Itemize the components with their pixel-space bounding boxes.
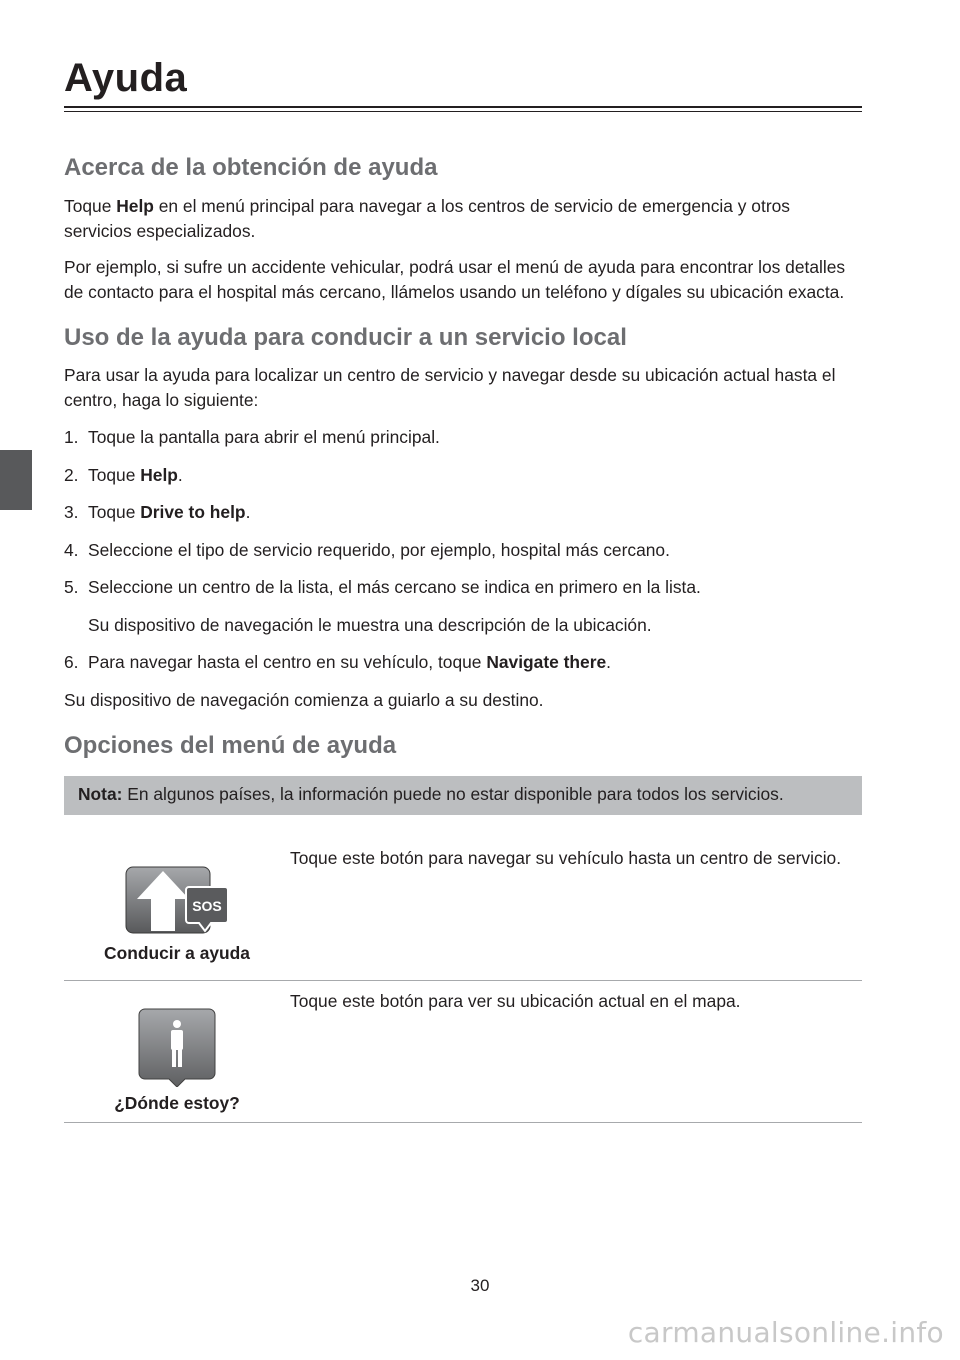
option-row-drive-to-help: [64, 815, 862, 981]
sos-text: SOS: [192, 897, 222, 914]
option-icon-cell: [64, 981, 290, 1122]
bold-term-drive-to-help: Drive to help: [140, 502, 246, 522]
option-row-where-am-i: [64, 981, 862, 1123]
note-box: [64, 776, 862, 815]
text: en el menú principal para navegar a los centros de servicio de emergencia y otros servicios especializados.: [64, 196, 790, 241]
page-title: Ayuda: [64, 56, 188, 100]
note-text: En algunos países, la información puede no estar disponible para todos los servicios.: [122, 784, 784, 804]
where-am-i-person-icon[interactable]: [137, 1007, 217, 1087]
step-number: 6.: [64, 652, 79, 672]
option-description: Toque este botón para navegar su vehículo hasta un centro de servicio.: [290, 847, 842, 868]
step-item: [64, 575, 862, 637]
step-item: [64, 425, 862, 450]
step-number: 5.: [64, 577, 79, 597]
page-content: [64, 152, 862, 1123]
chapter-tab-marker: [0, 450, 32, 510]
step-text: Seleccione el tipo de servicio requerido, por ejemplo, hospital más cercano.: [88, 539, 670, 560]
step-item: [64, 463, 862, 488]
step-text: Seleccione un centro de la lista, el más cercano se indica en primero en la lista.: [88, 577, 701, 597]
watermark: carmanualsonline.info: [627, 1316, 944, 1349]
section-heading-help-menu-options: Opciones del menú de ayuda: [64, 732, 397, 759]
option-icon-cell: [64, 815, 290, 980]
step-item: [64, 500, 862, 525]
bold-term-help: Help: [116, 196, 154, 216]
option-description: Toque este botón para ver su ubicación actual en el mapa.: [290, 990, 741, 1011]
option-label-where-am-i: ¿Dónde estoy?: [114, 1092, 240, 1113]
step-number: 1.: [64, 427, 79, 447]
paragraph-help-example: Por ejemplo, si sufre un accidente vehicular, podrá usar el menú de ayuda para encontrar los detalles de contacto para el hospital más cercano, llámelos usando un teléfono y dígales su ubicación exacta.: [64, 257, 846, 302]
step-item: [64, 538, 862, 563]
step-subtext: Su dispositivo de navegación le muestra una descripción de la ubicación.: [88, 614, 652, 635]
step-text: Toque: [88, 502, 141, 522]
title-rule-thin: [64, 111, 862, 112]
paragraph-steps-outro: Su dispositivo de navegación comienza a guiarlo a su destino.: [64, 689, 544, 710]
section-heading-obtaining-help: Acerca de la obtención de ayuda: [64, 154, 438, 181]
drive-to-help-sos-icon[interactable]: [125, 865, 229, 937]
step-text: .: [245, 502, 251, 522]
paragraph-help-intro: [64, 194, 862, 243]
title-rule-thick: [64, 106, 862, 108]
step-text: .: [606, 652, 612, 672]
step-text: Toque la pantalla para abrir el menú principal.: [88, 427, 440, 447]
step-number: 4.: [64, 539, 79, 560]
note-label: Nota:: [78, 784, 123, 804]
steps-list: [64, 425, 862, 675]
step-text: Toque: [88, 464, 141, 485]
step-text: Para navegar hasta el centro en su vehículo, toque: [88, 652, 487, 672]
page-number: 30: [470, 1276, 490, 1295]
bold-term-help: Help: [140, 464, 178, 485]
bold-term-navigate-there: Navigate there: [486, 652, 607, 672]
step-text: .: [177, 464, 183, 485]
paragraph-steps-intro: Para usar la ayuda para localizar un centro de servicio y navegar desde su ubicación actual hasta el centro, haga lo siguiente:: [64, 365, 836, 410]
step-number: 2.: [64, 464, 79, 485]
step-number: 3.: [64, 502, 79, 522]
step-item: [64, 650, 862, 675]
option-label-drive-to-help: Conducir a ayuda: [104, 942, 250, 963]
text: Toque: [64, 196, 117, 216]
section-heading-drive-to-service: Uso de la ayuda para conducir a un servicio local: [64, 324, 627, 351]
